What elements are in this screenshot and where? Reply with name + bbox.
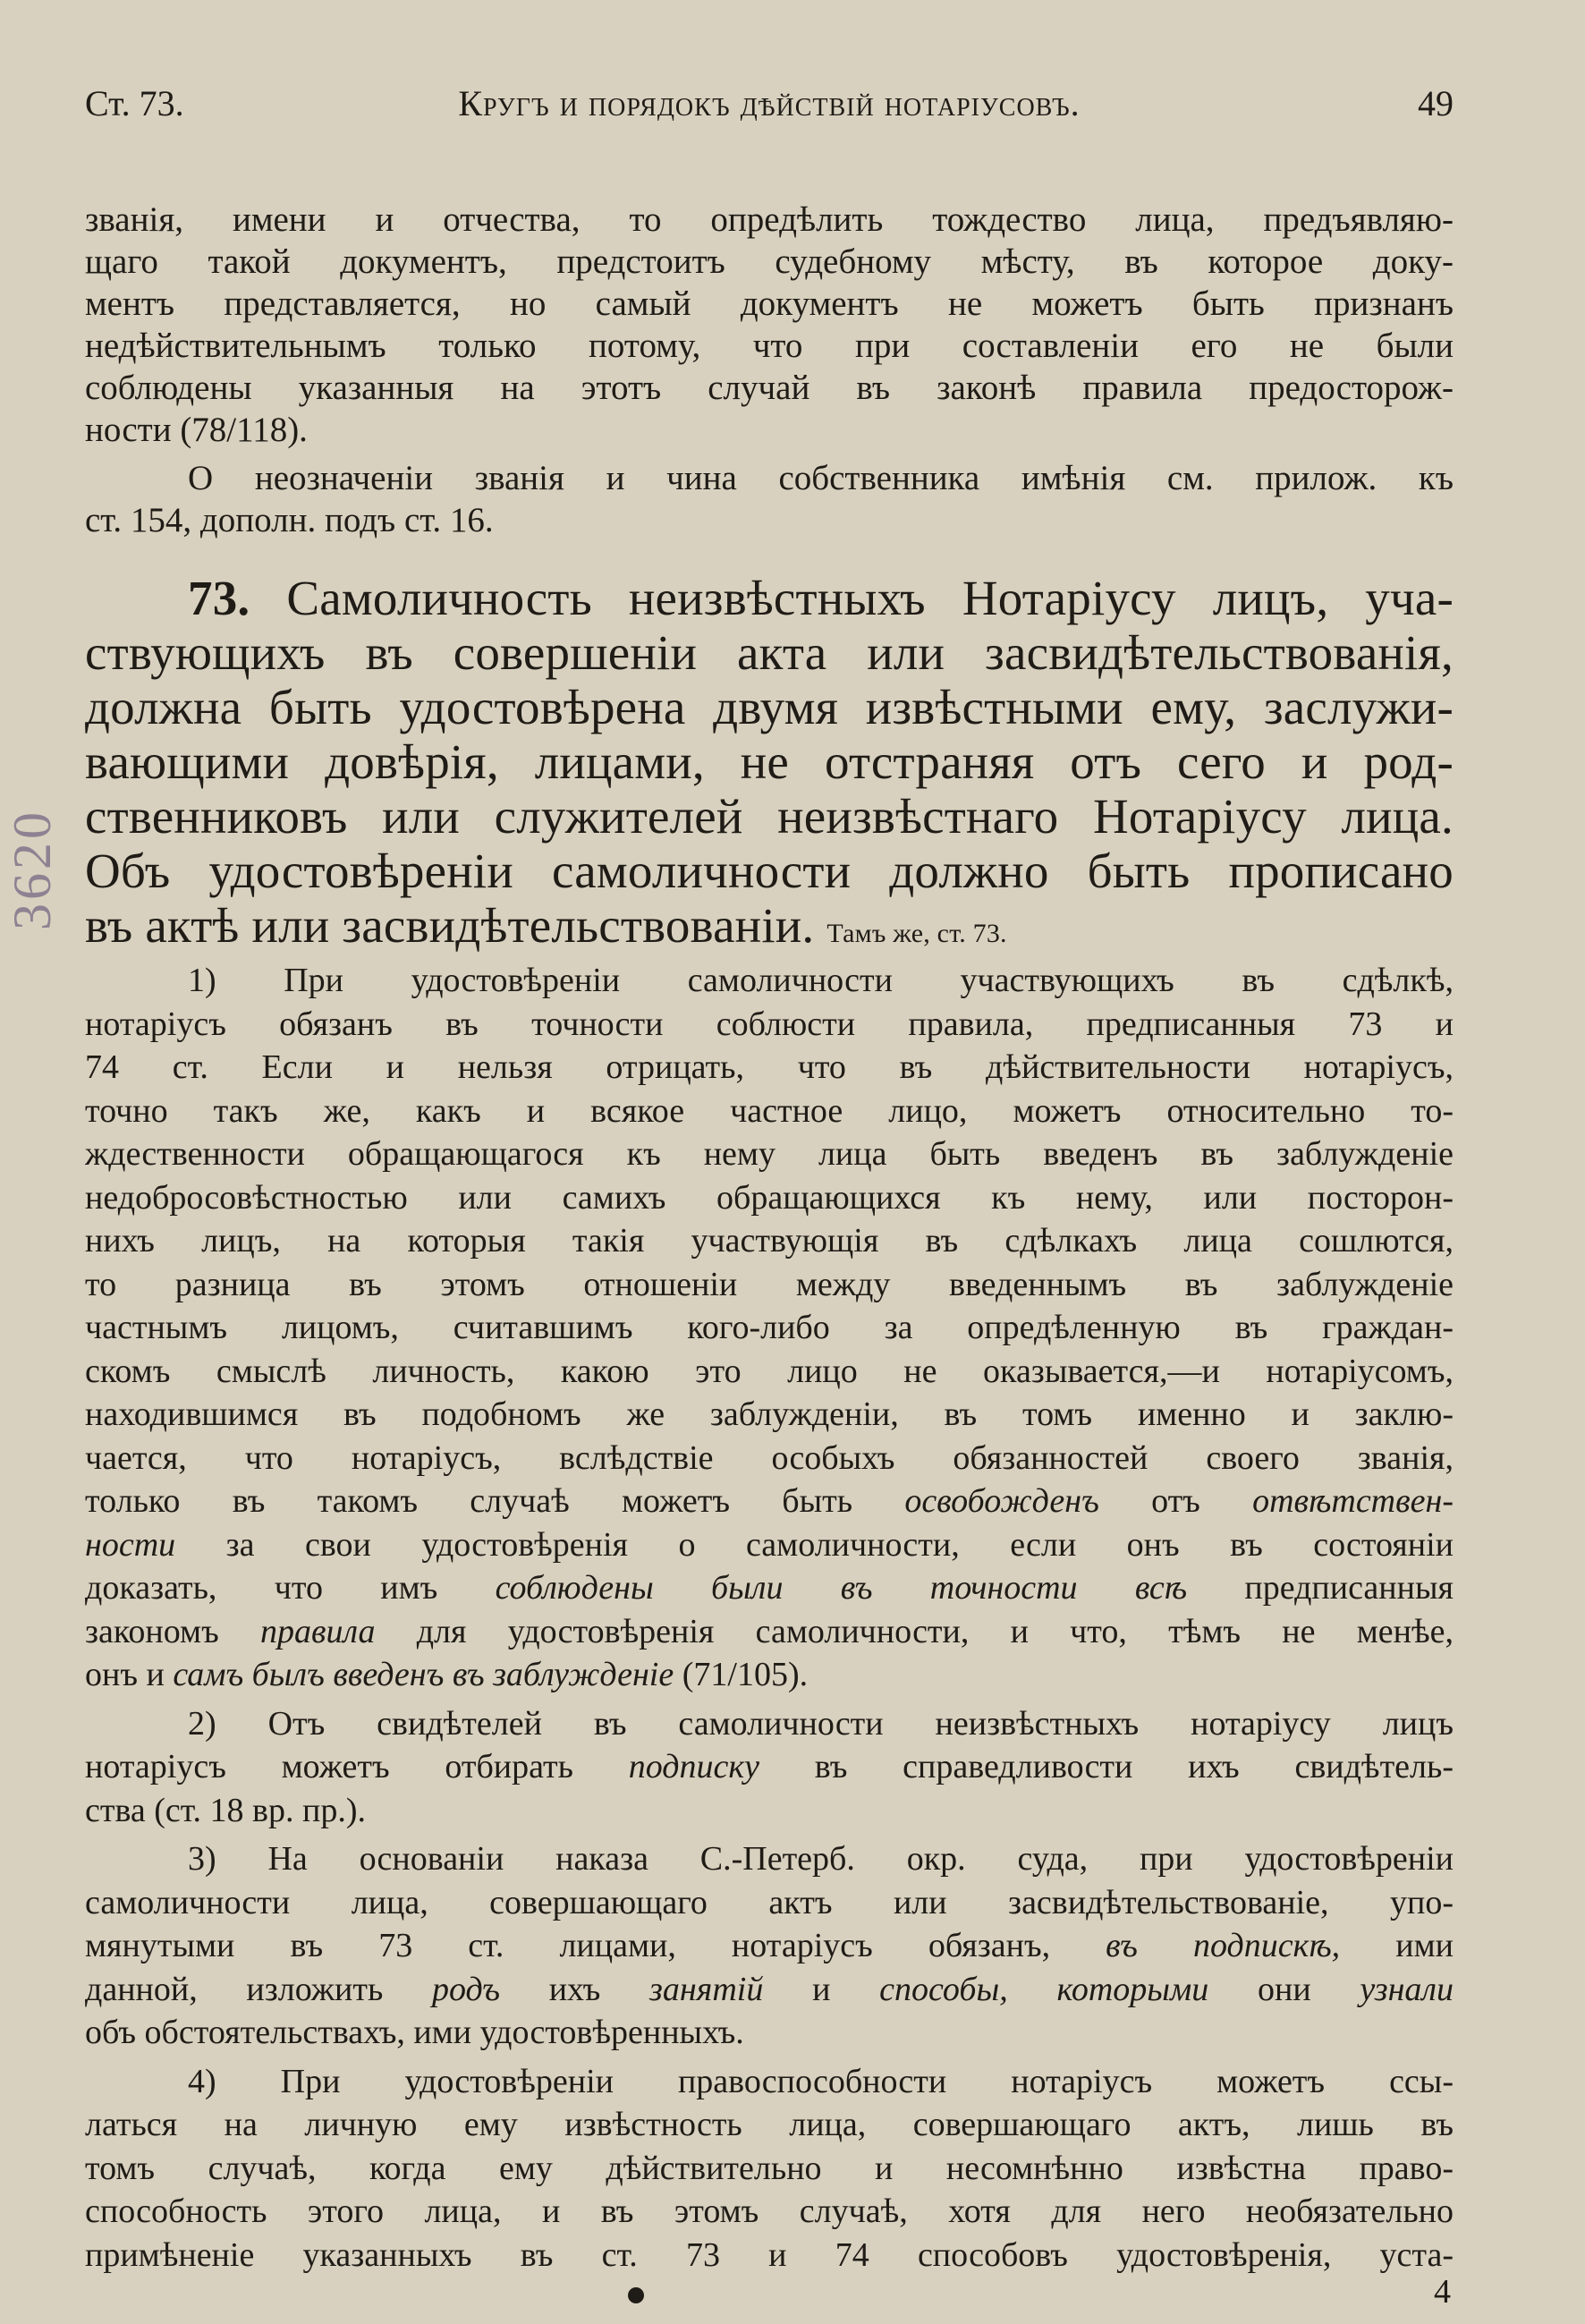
comment-line: томъ случаѣ, когда ему дѣйствительно и несомнѣнно извѣстна право-	[85, 2149, 1454, 2187]
preceding-note	[85, 199, 1454, 541]
comment-line: скомъ смыслѣ личность, какою это лицо не оказывается,—и нотаріусомъ,	[85, 1352, 1454, 1390]
header-title: Кругъ и порядокъ дѣйствій нотаріусовъ.	[458, 83, 1081, 123]
commentary	[85, 959, 1454, 2277]
text-line: соблюдены указанныя на этотъ случай въ законѣ правила предосторож-	[85, 369, 1454, 407]
article-line: въ актѣ или засвидѣтельствованіи. Тамъ же, ст. 73.	[85, 898, 1007, 953]
comment-line: данной, изложить родъ ихъ занятій и способы, которыми они узнали	[85, 1970, 1454, 2008]
comment-line: примѣненіе указанныхъ въ ст. 73 и 74 способовъ удостовѣренія, уста-	[85, 2235, 1454, 2274]
comment-line: находившимся въ подобномъ же заблужденіи, въ томъ именно и заклю-	[85, 1395, 1454, 1433]
comment-line: частнымъ лицомъ, считавшимъ кого-либо за опредѣленную въ граждан-	[85, 1309, 1454, 1346]
comment-line: чается, что нотаріусъ, вслѣдствіе особыхъ обязанностей своего званія,	[85, 1438, 1454, 1477]
comment-line: способность этого лица, и въ этомъ случаѣ, хотя для него необязательно	[85, 2193, 1454, 2230]
comment-line: мянутыми въ 73 ст. лицами, нотаріусъ обязанъ, въ подпискѣ, ими	[85, 1927, 1454, 1964]
ink-dot	[628, 2287, 644, 2303]
comment-line: нотаріусъ можетъ отбирать подписку въ справедливости ихъ свидѣтель-	[85, 1748, 1454, 1785]
comment-line: закономъ правила для удостовѣренія самоличности, и что, тѣмъ не менѣе,	[85, 1612, 1454, 1650]
comment-line: доказать, что имъ соблюдены были въ точности всѣ предписанныя	[85, 1569, 1454, 1607]
article-line: должна быть удостовѣрена двумя извѣстными ему, заслужи-	[85, 680, 1454, 734]
comment-line: ства (ст. 18 вр. пр.).	[85, 1791, 366, 1829]
text-line: званія, имени и отчества, то опредѣлить тождество лица, предъявляю-	[85, 200, 1454, 239]
text-line: ст. 154, дополн. подъ ст. 16.	[85, 501, 494, 539]
text-line: ности (78/118).	[85, 411, 308, 449]
article-73	[85, 571, 1454, 953]
comment-line: недобросовѣстностью или самихъ обращающихся къ нему, или посторон-	[85, 1178, 1454, 1217]
text-line: ментъ представляется, но самый документъ не можетъ быть признанъ	[85, 284, 1454, 323]
text-line: недѣйствительнымъ только потому, что при составленіи его не были	[85, 327, 1454, 365]
comment-line: 1) При удостовѣреніи самоличности участвующихъ въ сдѣлкѣ,	[188, 962, 1454, 999]
article-source: Тамъ же, ст. 73.	[826, 919, 1007, 948]
comment-line: 3) На основаніи наказа С.-Петерб. окр. суда, при удостовѣреніи	[188, 1840, 1454, 1878]
comment-line: онъ и самъ былъ введенъ въ заблужденіе (71/105).	[85, 1656, 809, 1693]
comment-line: то разница въ этомъ отношеніи между введеннымъ въ заблужденіе	[85, 1265, 1454, 1303]
article-line: Объ удостовѣреніи самоличности должно быть прописано	[85, 844, 1454, 898]
header-article-ref: Ст. 73.	[85, 83, 184, 123]
article-line: ственниковъ или служителей неизвѣстнаго Нотаріусу лица.	[85, 789, 1454, 844]
comment-line: нихъ лицъ, на которыя такія участвующія въ сдѣлкахъ лица сошлются,	[85, 1222, 1454, 1260]
signature-mark: 4	[1434, 2273, 1451, 2311]
comment-line: ждественности обращающагося къ нему лица быть введенъ въ заблужденіе	[85, 1135, 1454, 1173]
running-header	[85, 82, 1454, 136]
article-line: ствующихъ въ совершеніи акта или засвидѣтельствованія,	[85, 625, 1454, 680]
margin-stamp: 3620	[3, 809, 62, 930]
comment-line: 2) Отъ свидѣтелей въ самоличности неизвѣстныхъ нотаріусу лицъ	[188, 1704, 1454, 1743]
text-line: щаго такой документъ, предстоитъ судебному мѣсту, въ которое доку-	[85, 242, 1454, 281]
comment-line: ности за свои удостовѣренія о самоличности, если онъ въ состояніи	[85, 1525, 1454, 1564]
comment-line: 4) При удостовѣреніи правоспособности нотаріусъ можетъ ссы-	[188, 2062, 1454, 2100]
article-line: 73. Самоличность неизвѣстныхъ Нотаріусу лицъ, уча-	[188, 571, 1454, 625]
comment-line: точно такъ же, какъ и всякое частное лицо, можетъ относительно то-	[85, 1091, 1454, 1130]
comment-line: самоличности лица, совершающаго актъ или засвидѣтельствованіе, упо-	[85, 1883, 1454, 1921]
comment-line: объ обстоятельствахъ, ими удостовѣренныхъ.	[85, 2014, 744, 2051]
comment-line: нотаріусъ обязанъ въ точности соблюсти правила, предписанныя 73 и	[85, 1005, 1454, 1043]
comment-line: только въ такомъ случаѣ можетъ быть освобожденъ отъ отвѣтствен-	[85, 1482, 1454, 1520]
comment-line: латься на личную ему извѣстность лица, совершающаго актъ, лишь въ	[85, 2106, 1454, 2143]
comment-line: 74 ст. Если и нельзя отрицать, что въ дѣйствительности нотаріусъ,	[85, 1048, 1454, 1086]
page-number: 49	[1418, 83, 1454, 123]
article-number: 73.	[188, 571, 250, 625]
text-line: О неозначеніи званія и чина собственника имѣнія см. прилож. къ	[188, 459, 1454, 497]
article-line: вающими довѣрія, лицами, не отстраняя отъ сего и род-	[85, 734, 1454, 789]
